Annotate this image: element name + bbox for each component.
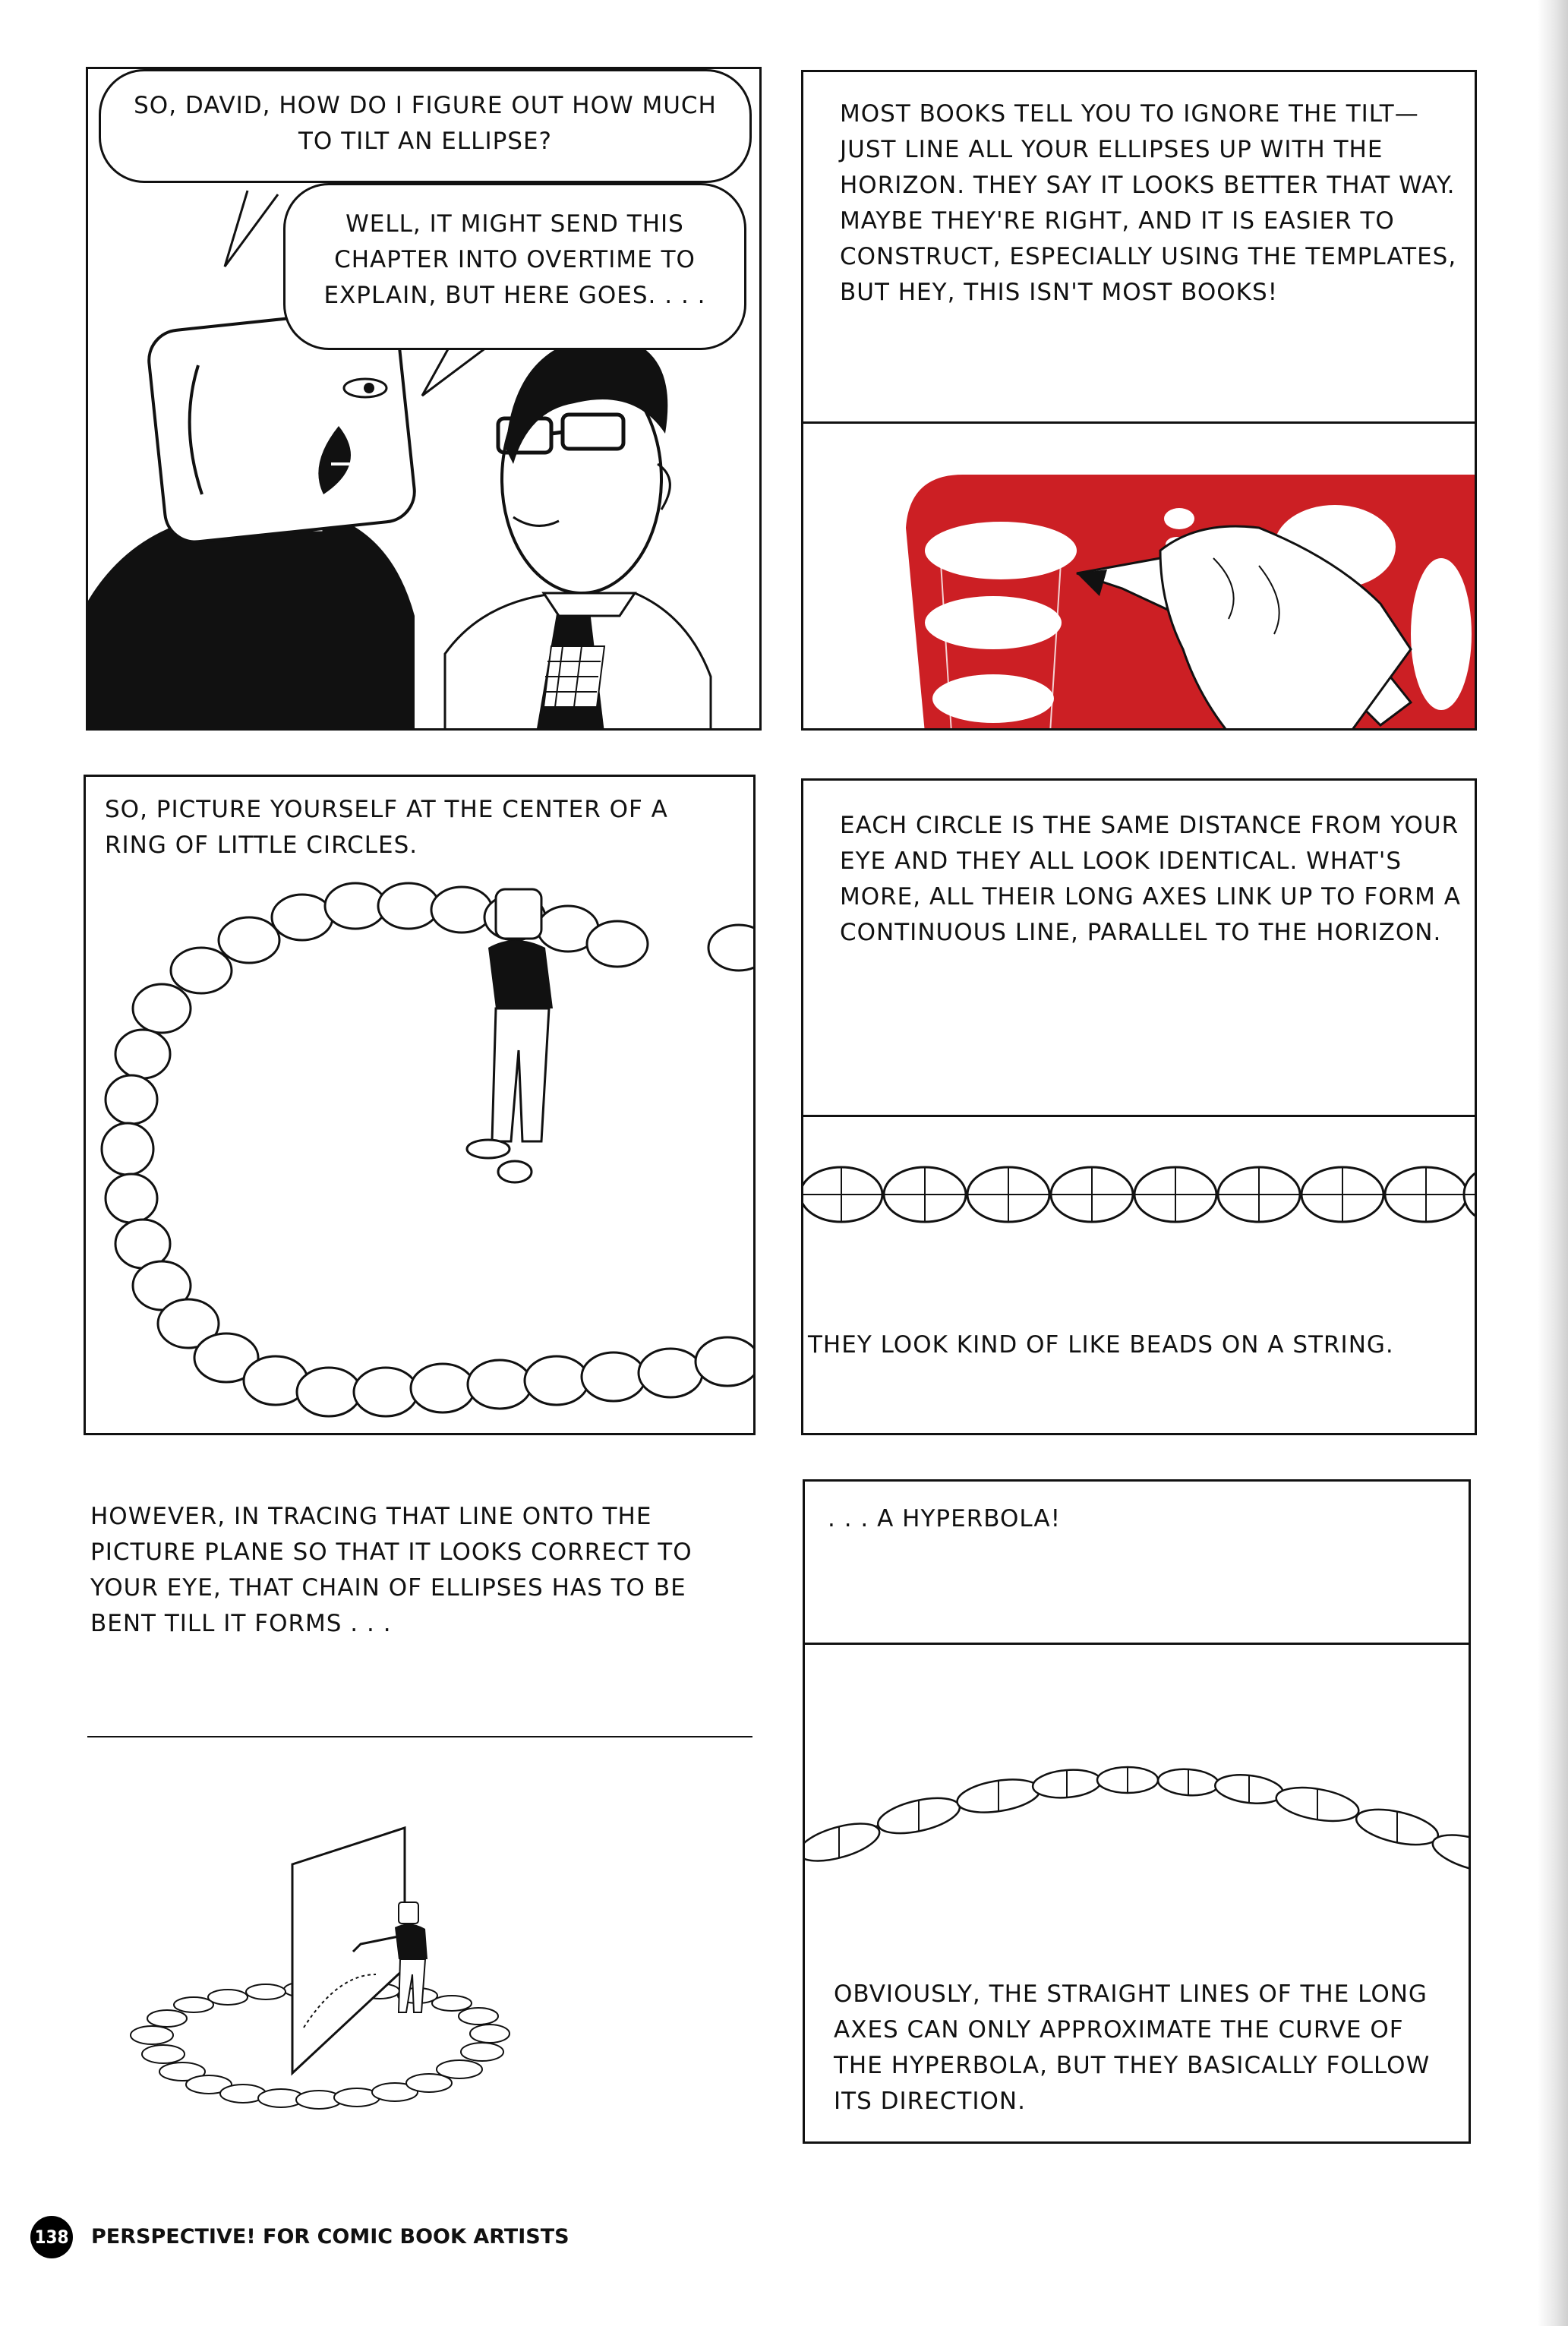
picture-plane-caption: HOWEVER, IN TRACING THAT LINE ONTO THE PICTURE PLANE SO THAT IT LOOKS CORRECT TO YOUR EYE, THAT CHAIN OF ELLIPSES HAS TO BE BENT TILL IT FORMS . . .	[90, 1503, 693, 1637]
panel-picture-plane	[87, 1488, 763, 2195]
david-character	[445, 335, 711, 731]
book-title: PERSPECTIVE! FOR COMIC BOOK ARTISTS	[91, 2225, 569, 2249]
ring-circles	[102, 883, 756, 1416]
panel-hyperbola	[803, 1479, 1471, 2144]
picture-plane	[292, 1828, 405, 2073]
page-number: 138	[30, 2216, 73, 2258]
panel-ring-of-circles	[84, 775, 756, 1435]
panel-beads	[801, 778, 1477, 1435]
beads-caption: EACH CIRCLE IS THE SAME DISTANCE FROM YOUR EYE AND THEY ALL LOOK IDENTICAL. WHAT'S MORE, ALL THEIR LONG AXES LINK UP TO FORM A CONTINUOUS LINE, PARALLEL TO THE HORIZON.	[840, 812, 1461, 946]
panel-dialogue	[86, 67, 762, 731]
book-spine-shadow	[1538, 0, 1568, 2326]
ring-caption: SO, PICTURE YOURSELF AT THE CENTER OF A RING OF LITTLE CIRCLES.	[105, 796, 668, 859]
hyperbola-caption-2: OBVIOUSLY, THE STRAIGHT LINES OF THE LONG AXES CAN ONLY APPROXIMATE THE CURVE OF THE HYPERBOLA, BUT THEY BASICALLY FOLLOW ITS DIRECTION.	[834, 1980, 1431, 2115]
bubble-question-text: SO, DAVID, HOW DO I FIGURE OUT HOW MUCH TO TILT AN ELLIPSE?	[134, 92, 717, 155]
panel-templates	[801, 70, 1477, 731]
templates-caption: MOST BOOKS TELL YOU TO IGNORE THE TILT—JUST LINE ALL YOUR ELLIPSES UP WITH THE HORIZON. THEY SAY IT LOOKS BETTER THAT WAY. MAYBE THEY'RE RIGHT, AND IT IS EASIER TO CONSTRUCT, ESPECIALLY USING THE TEMPLATES, BUT HEY, THIS ISN'T MOST BOOKS!	[840, 100, 1457, 306]
beads-caption-2: THEY LOOK KIND OF LIKE BEADS ON A STRING.	[808, 1331, 1394, 1359]
ring-illustration	[86, 777, 756, 1435]
standing-figure	[467, 889, 553, 1182]
speech-bubble-question	[99, 69, 752, 183]
speech-bubble-answer	[283, 183, 746, 350]
picture-plane-illustration	[87, 1488, 763, 2195]
ellipse-template-illustration	[803, 72, 1477, 731]
hyperbola-caption: . . . A HYPERBOLA!	[828, 1505, 1061, 1532]
box-head-character	[88, 308, 418, 731]
bubble-answer-text: WELL, IT MIGHT SEND THIS CHAPTER INTO OVERTIME TO EXPLAIN, BUT HERE GOES. . . .	[323, 210, 706, 309]
